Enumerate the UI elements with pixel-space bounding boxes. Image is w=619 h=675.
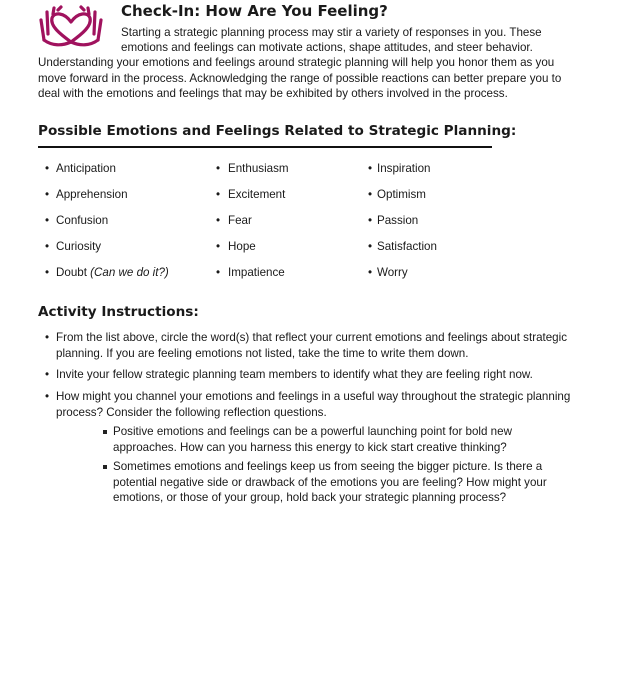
intro-line: move forward in the process. Acknowledging the range of possible reactions can better prepare you to	[38, 72, 562, 85]
reflection-question-line: Sometimes emotions and feelings keep us from seeing the bigger picture. Is there a	[113, 460, 543, 473]
activity-item-line: planning. If you are feeling emotions not listed, take the time to write them down.	[56, 346, 469, 360]
activity-item-line: How might you channel your emotions and feelings in a useful way throughout the strategic planning	[56, 390, 571, 403]
bullet: •	[45, 214, 50, 227]
activity-item-line: Invite your fellow strategic planning team members to identify what they are feeling right now.	[56, 368, 533, 381]
emotion-item: Excitement	[228, 188, 286, 201]
intro-line: Understanding your emotions and feelings around strategic planning will help you honor them as you	[38, 56, 555, 69]
intro-line: Starting a strategic planning process may stir a variety of responses in you. These	[121, 26, 542, 39]
intro-line: emotions and feelings can motivate actions, shape attitudes, and steer behavior.	[121, 41, 533, 54]
emotion-item: Impatience	[228, 266, 285, 279]
activity-item-line: From the list above, circle the word(s) that reflect your current emotions and feelings about strategic	[56, 331, 568, 344]
square-bullet	[103, 465, 107, 469]
emotion-item: Satisfaction	[377, 240, 437, 253]
bullet: •	[45, 240, 50, 253]
reflection-question-line: Positive emotions and feelings can be a powerful launching point for bold new	[113, 425, 512, 438]
bullet: •	[45, 331, 50, 344]
page-title: Check-In: How Are You Feeling?	[121, 2, 388, 20]
bullet: •	[216, 188, 221, 201]
emotion-item: Apprehension	[56, 188, 128, 201]
emotion-item: Hope	[228, 240, 256, 253]
bullet: •	[368, 188, 373, 201]
activity-item-line: process? Consider the following reflection questions.	[56, 405, 327, 419]
emotion-item: Anticipation	[56, 162, 116, 175]
emotions-heading: Possible Emotions and Feelings Related to Strategic Planning:	[38, 123, 517, 139]
bullet: •	[216, 266, 221, 279]
reflection-question-line: emotions, or those of your group, hold back your strategic planning process?	[113, 491, 507, 504]
bullet: •	[216, 240, 221, 253]
bullet: •	[45, 266, 50, 279]
bullet: •	[45, 368, 50, 381]
emotion-item: Optimism	[377, 188, 426, 201]
reflection-question-line: potential negative side or drawback of the emotions you are feeling? How might your	[113, 475, 547, 489]
heart-hands-icon	[38, 4, 104, 48]
emotion-item: Enthusiasm	[228, 162, 289, 175]
bullet: •	[45, 390, 50, 403]
bullet: •	[368, 162, 373, 175]
bullet: •	[45, 162, 50, 175]
square-bullet	[103, 430, 107, 434]
bullet: •	[216, 162, 221, 175]
activity-heading: Activity Instructions:	[38, 304, 199, 320]
emotion-item: Passion	[377, 214, 419, 227]
bullet: •	[368, 240, 373, 253]
emotion-item: Worry	[377, 266, 408, 279]
bullet: •	[368, 266, 373, 279]
emotion-item: Inspiration	[377, 162, 431, 175]
doubt-note: (Can we do it?)	[90, 266, 169, 279]
emotion-item: Curiosity	[56, 240, 102, 253]
bullet: •	[216, 214, 221, 227]
heading-divider	[38, 146, 492, 148]
reflection-question-line: approaches. How can you harness this energy to kick start creative thinking?	[113, 440, 507, 454]
emotion-item: Fear	[228, 214, 252, 227]
emotion-item: Doubt (Can we do it?)	[56, 266, 169, 279]
emotion-item: Confusion	[56, 214, 109, 227]
bullet: •	[45, 188, 50, 201]
bullet: •	[368, 214, 373, 227]
intro-line: deal with the emotions and feelings that may be exhibited by others involved in the process.	[38, 87, 508, 100]
